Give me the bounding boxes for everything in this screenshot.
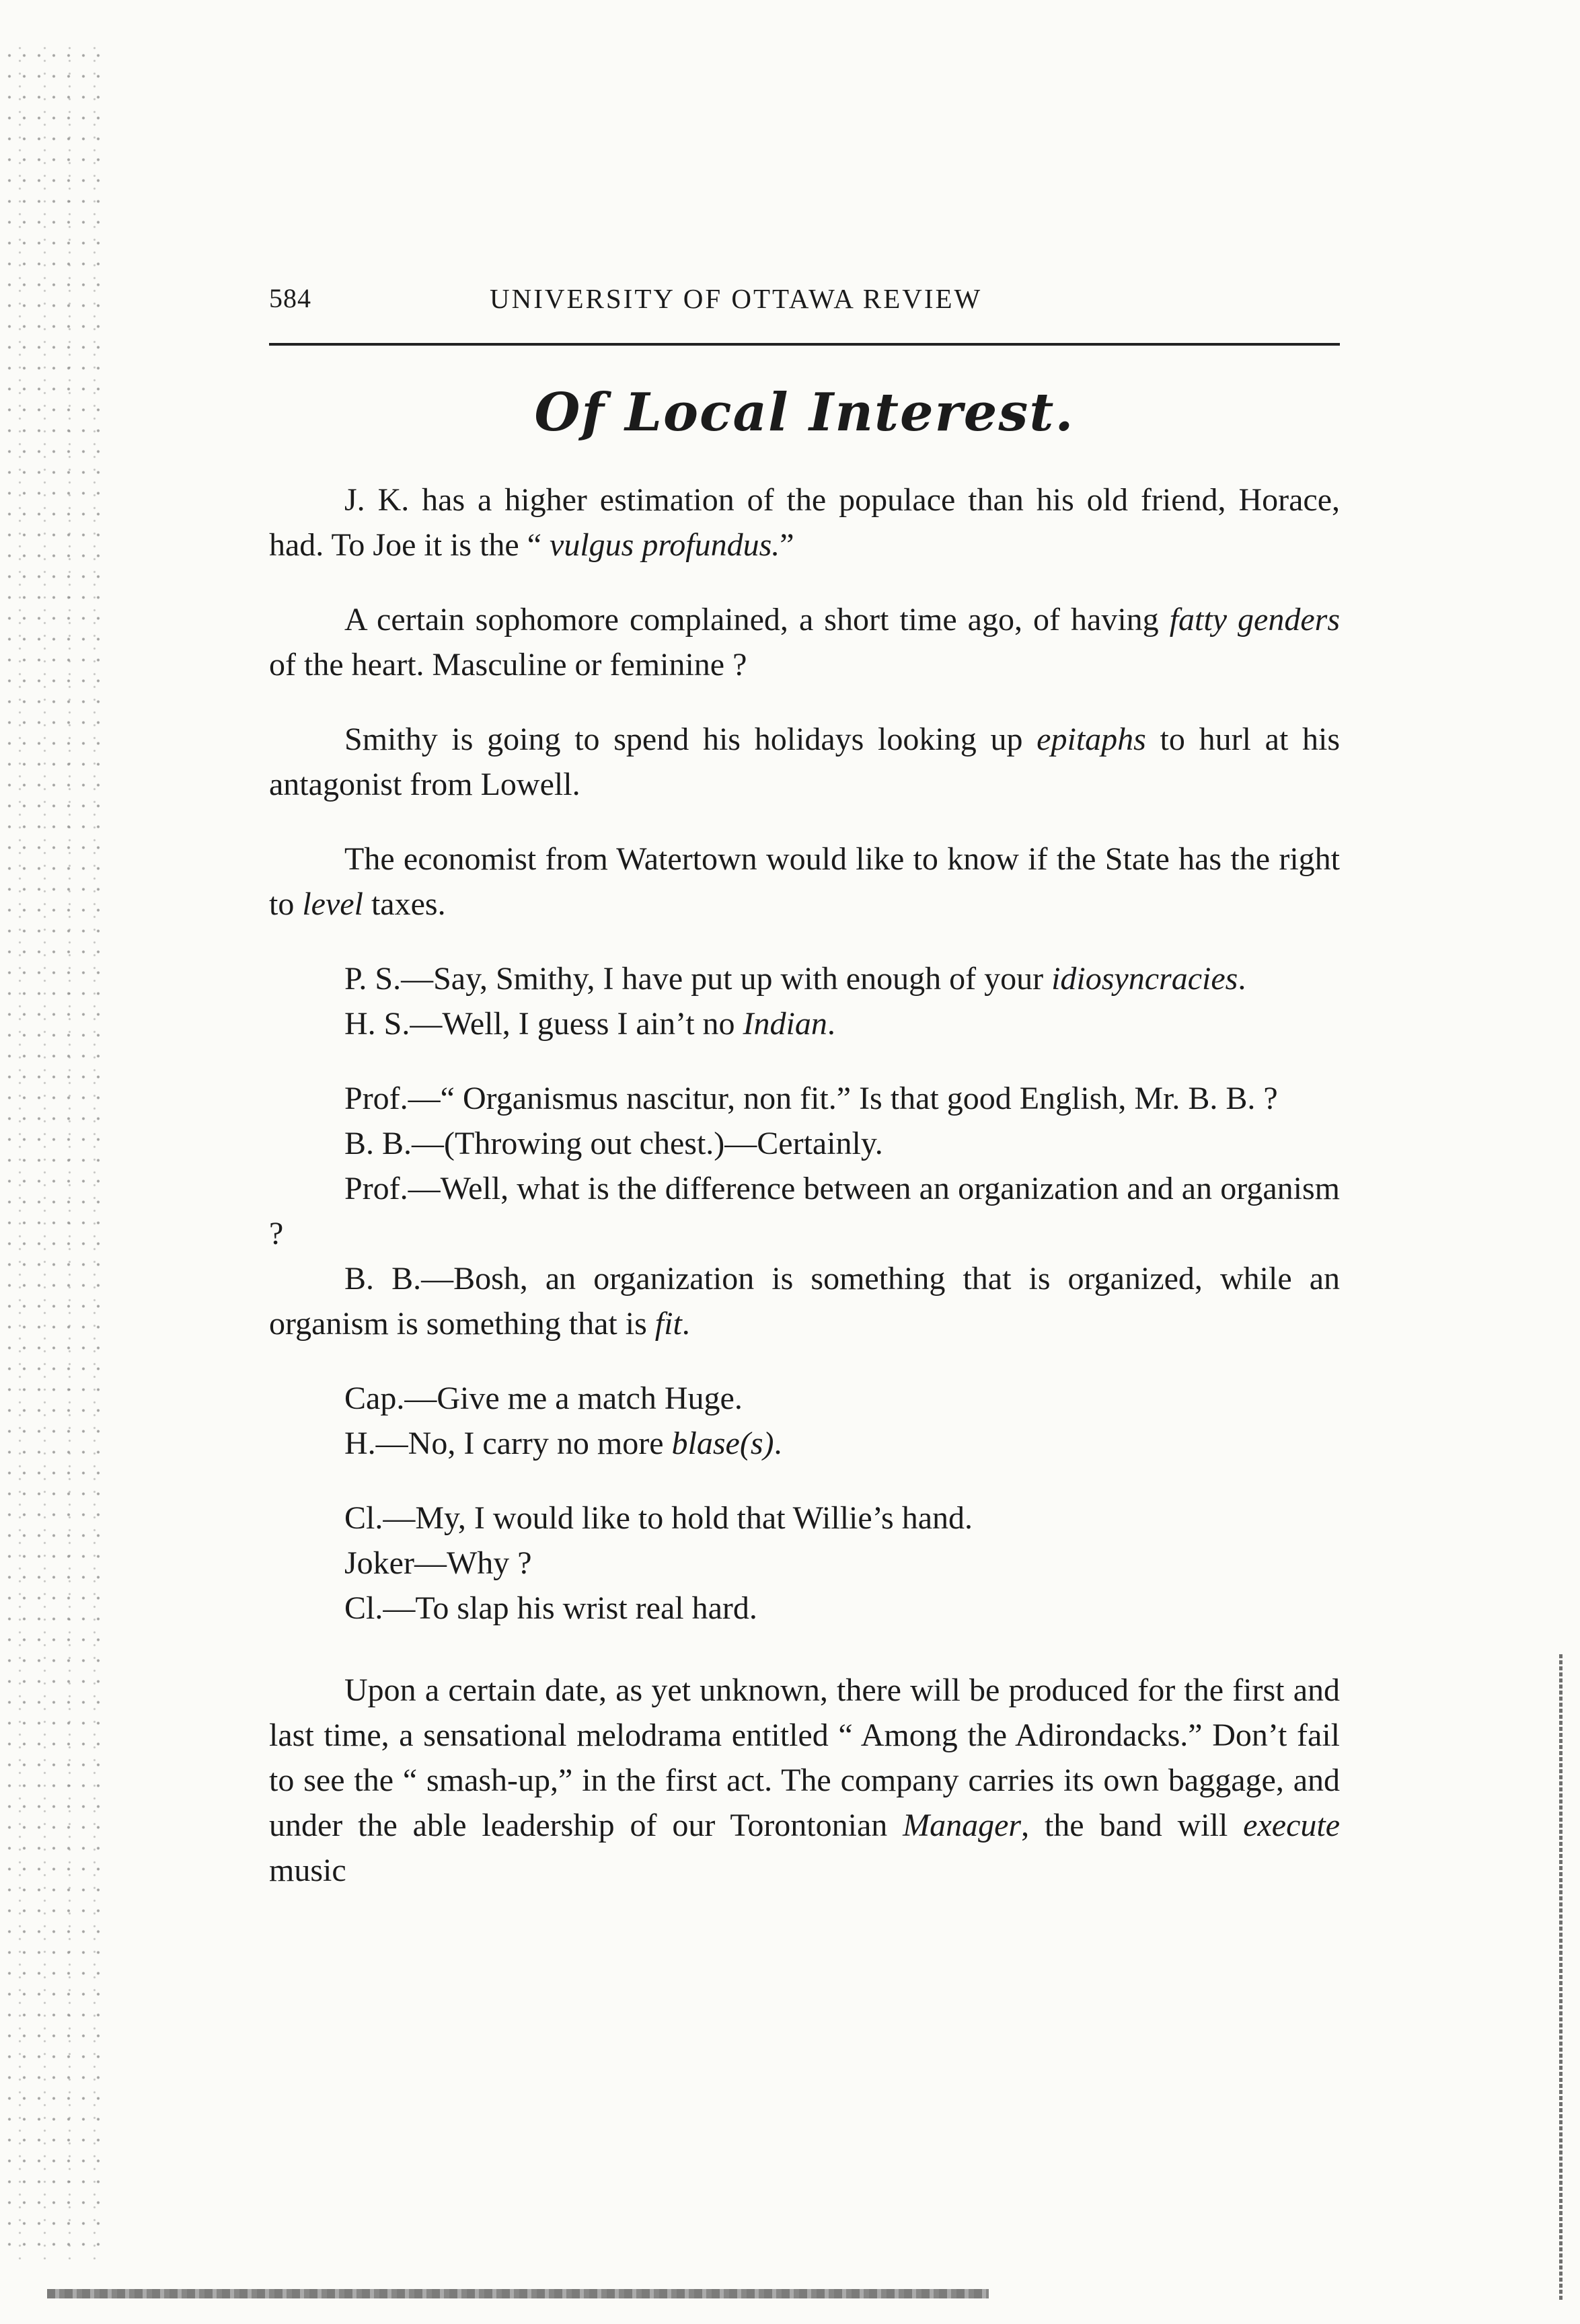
dialogue-line: B. B.—(Throwing out chest.)—Certainly. (344, 1126, 883, 1161)
journal-title: UNIVERSITY OF OTTAWA REVIEW (490, 283, 983, 314)
page-number: 584 (269, 283, 311, 313)
dialogue-line: Prof.—“ Organismus nascitur, non fit.” Is that good English, Mr. B. B. ? (344, 1081, 1278, 1116)
dialogue-line: Cl.—My, I would like to hold that Willie’s hand. (344, 1500, 973, 1536)
dialogue-line: B. B.—Bosh, an organization is something that is organized, while an organism is something that is fit. (269, 1261, 1340, 1342)
header-rule (269, 343, 1340, 346)
scan-right-edge (1559, 1654, 1563, 2300)
dialogue-line: H. S.—Well, I guess I ain’t no Indian. (344, 1006, 835, 1042)
paragraph: Smithy is going to spend his holidays looking up epitaphs to hurl at his antagonist from Lowell. (269, 722, 1341, 802)
paragraph: Upon a certain date, as yet unknown, there will be produced for the first and last time, a sensational melodrama entitled “ Among the Adirondacks.” Don’t fail to see the “ smash-up,” in the first act. The company carries its own baggage, and under the able leadership of our Torontonian Manager, the band will execute music (269, 1672, 1341, 1888)
paragraph: A certain sophomore complained, a short time ago, of having fatty genders of the heart. Masculine or feminine ? (269, 602, 1341, 683)
dialogue-line: P. S.—Say, Smithy, I have put up with enough of your idiosyncracies. (344, 961, 1246, 997)
paragraph: The economist from Watertown would like to know if the State has the right to level taxes. (269, 841, 1340, 922)
scan-edge-speckle (0, 40, 101, 2259)
dialogue-line: Joker—Why ? (344, 1545, 532, 1581)
dialogue-line: H.—No, I carry no more blase(s). (344, 1426, 782, 1461)
running-head (269, 282, 1345, 323)
dialogue-line: Cap.—Give me a match Huge. (344, 1381, 743, 1416)
section-title: Of Local Interest. (534, 382, 1075, 443)
scan-bottom-edge (47, 2289, 989, 2298)
dialogue-line: Prof.—Well, what is the difference between an organization and an organism ? (269, 1171, 1340, 1251)
paragraph: J. K. has a higher estimation of the populace than his old friend, Horace, had. To Joe it is the “ vulgus profundus.” (269, 482, 1340, 563)
article-body (269, 477, 1340, 1893)
dialogue-line: Cl.—To slap his wrist real hard. (344, 1590, 757, 1626)
